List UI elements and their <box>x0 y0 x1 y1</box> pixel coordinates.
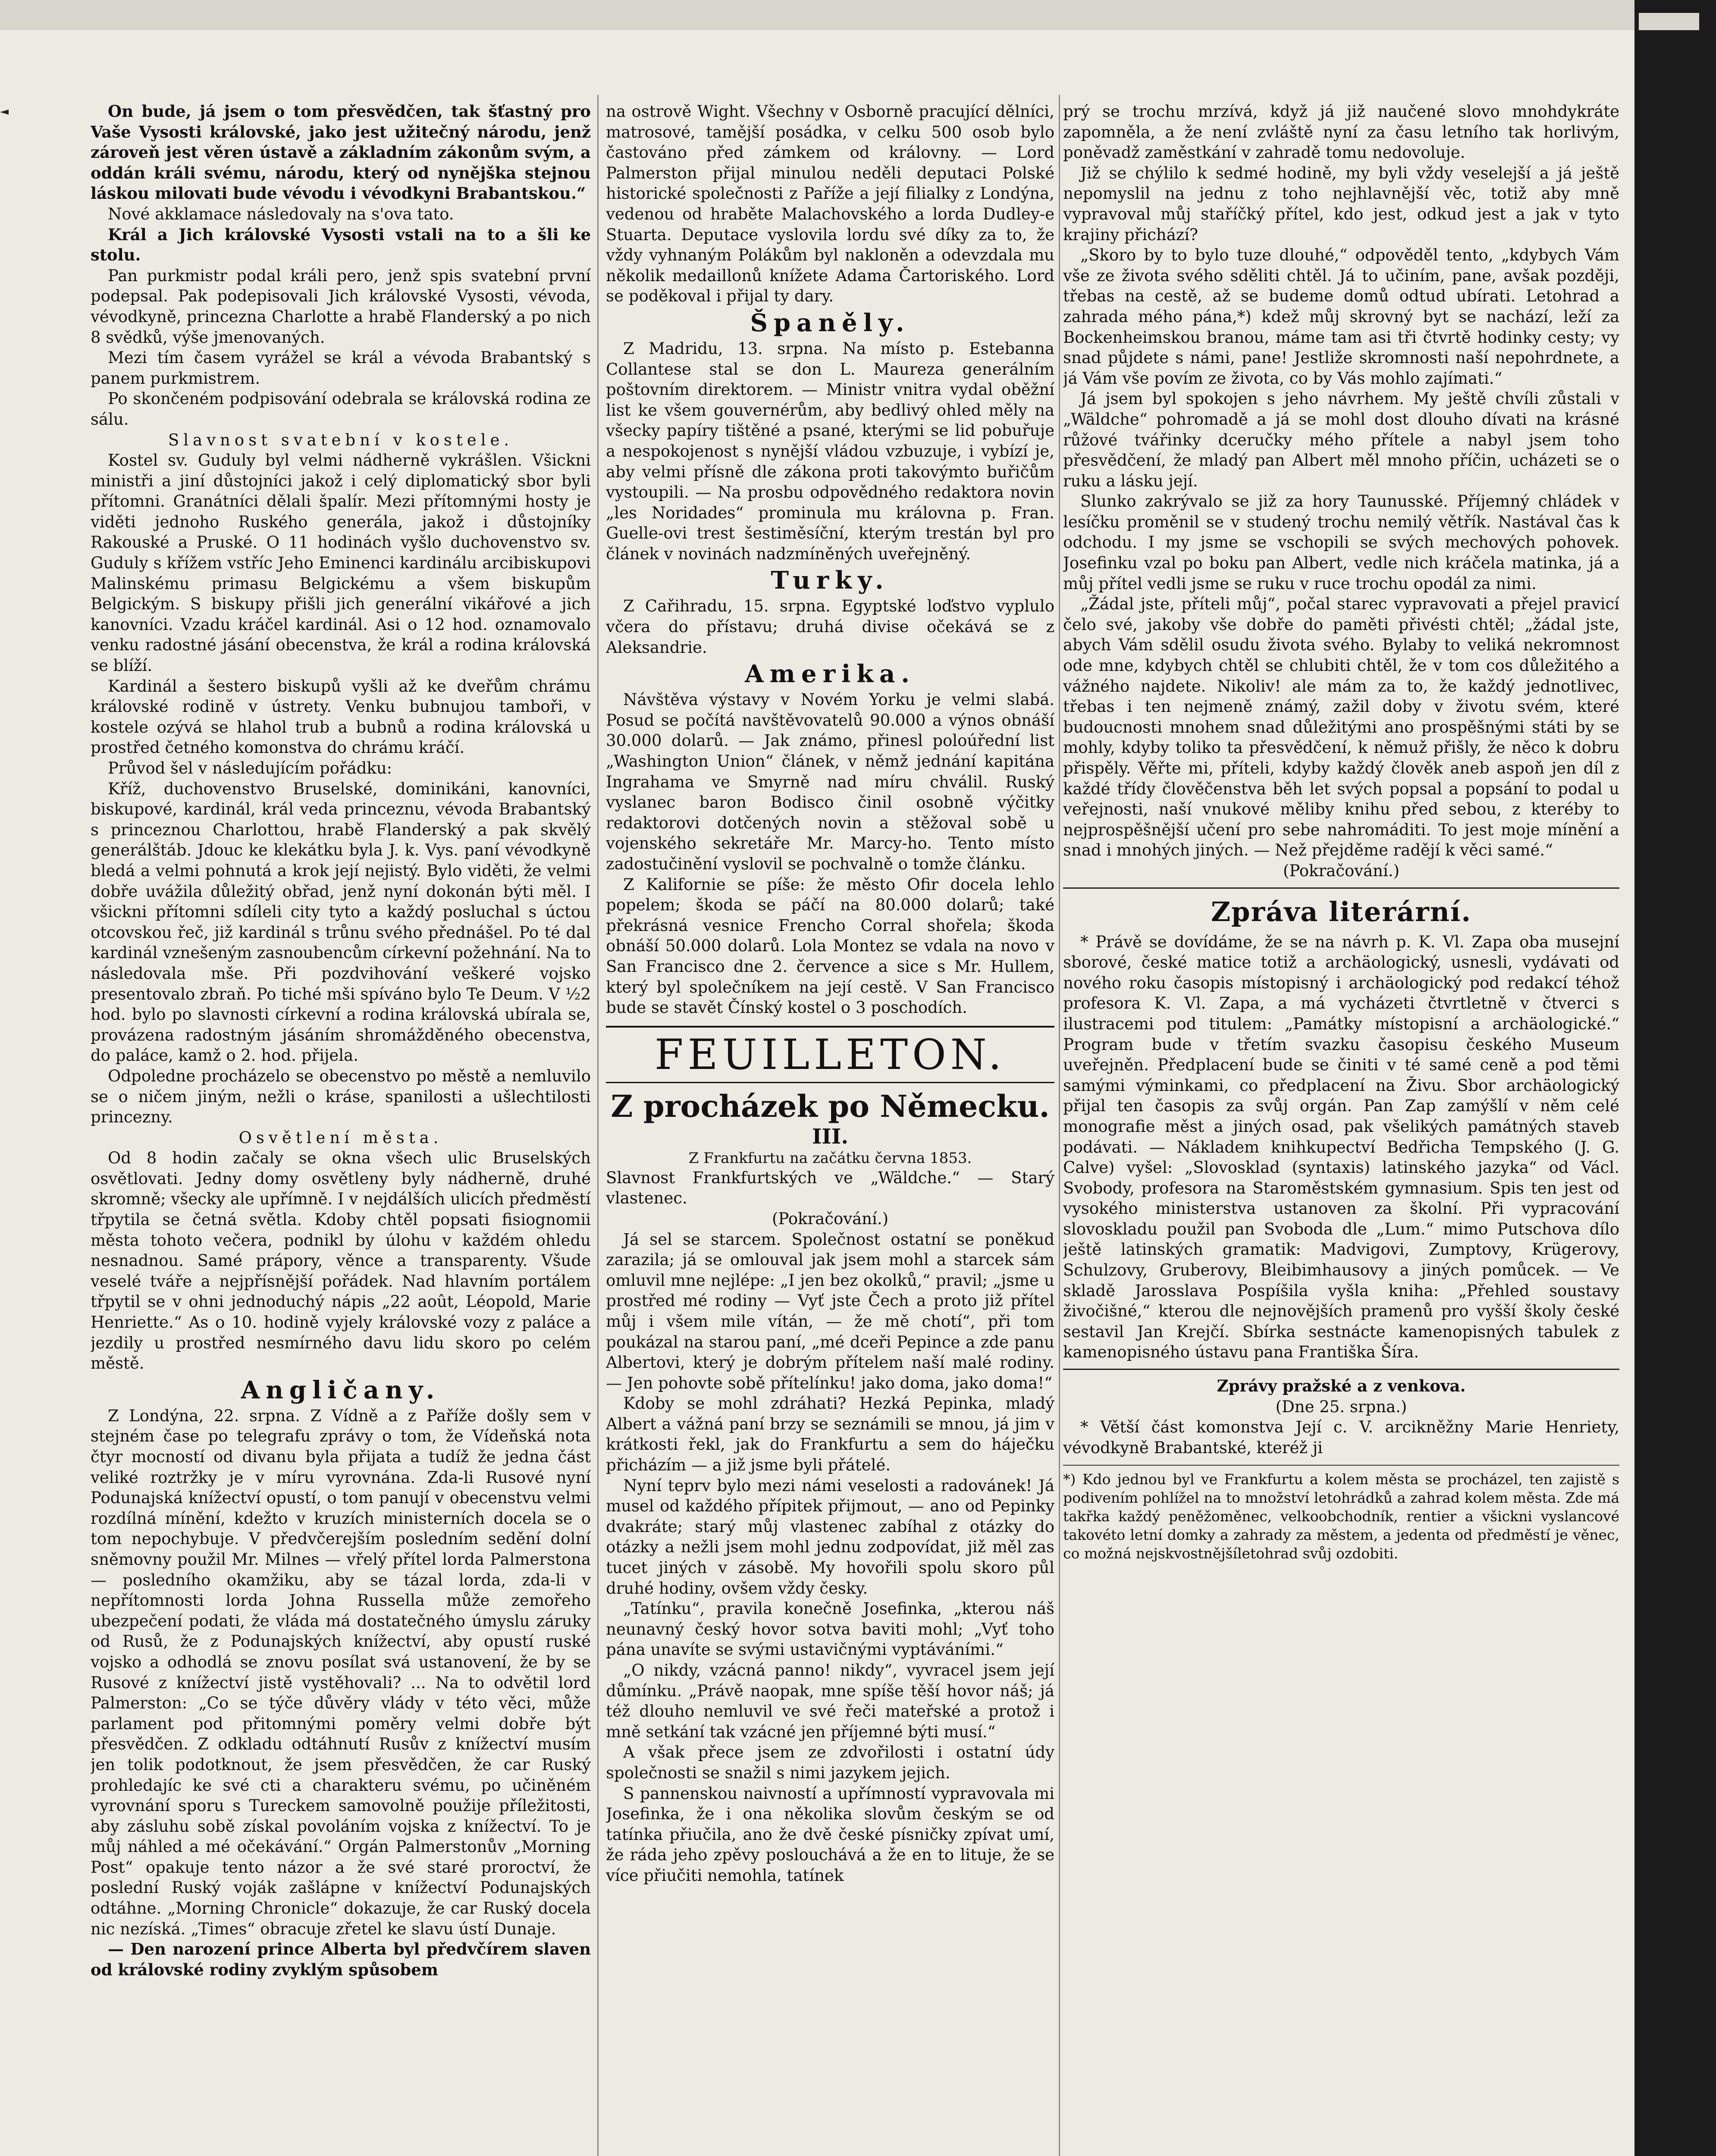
article-title: Z procházek po Německu. <box>611 1088 1050 1124</box>
subheading: Zprávy pražské a z venkova. <box>1217 1376 1466 1396</box>
subheading: Osvětlení města. <box>238 1128 443 1147</box>
paragraph: Já jsem byl spokojen s jeho návrhem. My ještě chvíli zůstali v „Wäldche“ pohromadě a já se mohl dost dlouho dívati na krásné růžové tvářinky dceručky mého přítele a nabyl jsem toho přesvědčení, že mladý pan Albert měl mnoho příčin, ucházeti se o ruku a lásku její. <box>1063 389 1619 490</box>
paragraph: Kdoby se mohl zdráhati? Hezká Pepinka, mladý Albert a vážná paní brzy se seznámili se mnou, já jim v krátkosti řekl, jak do Frankfurtu a sem do háječku přicházím — a již jsme byli přátelé. <box>606 1394 1054 1475</box>
paragraph: Z Madridu, 13. srpna. Na místo p. Estebanna Collantese stal se don L. Maureza generálním poštovním direktorem. — Ministr vnitra vydal oběžní list ke všem gouvernérům, aby bedlivý ohled měly na všecky papíry tištěné a psané, kterými se lid pobuřuje a nespokojenost s nynější vládou vzbuzuje, i vybízí je, aby velmi přísně dle zákona proti takovýmto buřičům vystoupili. — Na prosbu odpovědného redaktora novin „les Noridades“ prominula mu královna p. Fran. Guelle-ovi trest šestiměsíční, kterým trestán byl pro článek v novinách nadzmíněných uveřejněný. <box>606 339 1054 563</box>
paragraph: Slunko zakrývalo se již za hory Taunusské. Příjemný chládek v lesíčku proměnil se v studený trochu nemilý větřík. Nastával čas k odchodu. I my jsme se vschopili se svých mechových pohovek. Josefinku vzal po boku pan Albert, vedle nich kráčela matinka, já a můj přítel vedli jsme se ruku v ruce trochu opodál za nimi. <box>1063 492 1619 593</box>
column-divider-1 <box>597 95 599 2156</box>
paragraph: Pan purkmistr podal králi pero, jenž spis svatební první podepsal. Pak podepisovali Jich královské Vysosti, vévoda, vévodkyně, princezna Charlotte a hrabě Flanderský a po nich 8 svědků, výše jmenovaných. <box>91 266 591 347</box>
paragraph: Z Kalifornie se píše: že město Ofir docela lehlo popelem; škoda se páčí na 80.000 dolarů; také překrásná vesnice Frencho Corral shořela; škoda obnáší 50.000 dolarů. Lola Montez se vdala na novo v San Francisco dne 2. července a sice s Mr. Hullem, který byl společníkem na její cestě. V San Francisco bude se stavět Čínský kostel o 3 poschodích. <box>606 875 1054 1017</box>
feuilleton-title: FEUILLETON. <box>654 1030 1006 1079</box>
feuilleton-banner <box>606 1026 1054 1083</box>
article-subtitle: Slavnost Frankfurtských ve „Wäldche.“ — Starý vlastenec. <box>606 1168 1054 1208</box>
continuation-note: (Pokračování.) <box>1283 861 1400 880</box>
paragraph: „O nikdy, vzácná panno! nikdy“, vyvracel jsem její důmínku. „Právě naopak, mne spíše těší hovor náš; já též dlouho nemluvil ve své řeči mateřské a protož i mně setkání tak vzácné jen příjemné býti musí.“ <box>606 1661 1054 1741</box>
paragraph: A však přece jsem ze zdvořilosti i ostatní údy společnosti se snažil s nimi jazykem jejich. <box>606 1743 1054 1782</box>
paragraph: * Právě se dovídáme, že se na návrh p. K. Vl. Zapa oba musejní sborové, české matice totiž a archäologický, usnesli, vydávati od nového roku časopis místopisný i archäologický pod redakcí téhož profesora K. Vl. Zapa, a má vycházeti čtvrtletně v čtverci s ilustracemi pod titulem: „Památky místopisní a archäologické.“ Program bude v třetím svazku časopisu českého Museum uveřejněn. Předplacení bude se činiti v té samé ceně a pod těmi samými výminkami, co předplacení na Živu. Sbor archäologický přijal ten časopis za svůj orgán. Pan Zap zamýšlí v něm celé monografie měst a jiných osad, pak všelikých památných staveb podávati. — Nákladem knihkupectví Bedřicha Tempského (J. G. Calve) vyšel: „Slovosklad (syntaxis) latinského jazyka“ od Václ. Svobody, profesora na Staroměstském gymnasium. Spis ten jest od vysokého ministerstva ustanoven za školní. Při vypracování slovoskladu použil pan Svoboda dle „Lum.“ mimo Putschova dílo ještě latinských gramatik: Madvigovi, Zumptovy, Krügerovy, Schulzovy, Gruberovy, Bleibimhausovy a jiných pomůcek. — Ve skladě Jarosslava Pospíšila vyšla kniha: „Přehled soustavy živočišné,“ kterou dle nejnovějších pramenů pro vyšší školy české sestavil Jan Krejčí. Sbírka sestnácte kamenopisných tabulek z kamenopisného ústavu pana Františka Šíra. <box>1063 932 1619 1362</box>
paragraph: Po skončeném podpisování odebrala se královská rodina ze sálu. <box>91 389 591 429</box>
paragraph: Nyní teprv bylo mezi námi veselosti a radovánek! Já musel od každého přípitek přijmout, — ano od Pepinky dvakráte; starý můj vlastenec zabíhal z otázky do otázky a nežli jsem mohl jednu zodpovídat, již měl zas tucet jiných v zásobě. My hovořili spolu skoro půl druhé hodiny, ovšem vždy česky. <box>606 1476 1054 1598</box>
article-part: III. <box>812 1124 849 1149</box>
page-marker-icon <box>0 108 13 116</box>
paragraph: Z Londýna, 22. srpna. Z Vídně a z Paříže došly sem v stejném čase po telegrafu zprávy o tom, že Vídeňská nota čtyr mocností od divanu byla přijata a tudíž že jedna část veliké roztržky je v míru vyrovnána. Zda-li Rusové nyní Podunajská knížectví opustí, o tom panují v obecenstvu velmi rozdílná mínění, kdežto v kruzích ministerních docela se o tom nepochybuje. V předvčerejším posledním sedění dolní sněmovny použil Mr. Milnes — vřelý přítel lorda Palmerstona — posledního okamžiku, aby se tázal lorda, zda-li v nepřítomnosti lorda Johna Russella může zemořeho ubezpečení podati, že vláda má dostatečného úmyslu záruky od Rusů, že z Podunajských knížectví, aby opustí ruské vojsko a odhodlá se znovu posílat svá ustanovení, že by se Rusové z knížectví jistě vystěhovali? ... Na to odvětil lord Palmerston: „Co se týče důvěry vlády v této věci, může parlament pod přitomnými poměry velmi dobře být přesvědčen. Z odkladu odtáhnutí Rusův z knížectví musím jen tolik podotknout, že jsem přesvědčen, že car Ruský prohledajíc ke své cti a charakteru svému, po učiněném vyrovnání sporu s Tureckem samovolně použije příležitosti, aby zásluhu sobě získal povoláním vojska z knížectví. To je můj náhled a mé očekávání.“ Orgán Palmerstonův „Morning Post“ opakuje tento názor a že své staré proroctví, že poslední Ruský voják zašlápne v knížectví Podunajských odtáhne. „Morning Chronicle“ dokazuje, že car Ruský docela nic nezíská. „Times“ obracuje zřetel ke slavu ústí Dunaje. <box>91 1406 591 1938</box>
section-heading: Turky. <box>771 566 890 595</box>
scan-margin-tab-top <box>1639 13 1699 30</box>
paragraph: Odpoledne procházelo se obecenstvo po městě a nemluvilo se o ničem jiným, nežli o kráse, spanilosti a ušlechtilosti princezny. <box>91 1066 591 1127</box>
paragraph: Z Cařihradu, 15. srpna. Egyptské loďstvo vyplulo včera do přístavu; druhá divise očekává se z Aleksandrie. <box>606 597 1054 657</box>
article-dateline: Z Frankfurtu na začátku června 1853. <box>688 1149 972 1167</box>
paragraph: „Tatínku“, pravila konečně Josefinka, „kterou náš neunavný český hovor sotva baviti mohl; „Vyť toho pána unavíte se svými ustavičnými vyptáváními.“ <box>606 1599 1054 1659</box>
column-2 <box>606 101 1054 2156</box>
paragraph: Nové akklamace následovaly na s'ova tato. <box>108 204 454 223</box>
paragraph: * Větší část komonstva Její c. V. arcikněžny Marie Henriety, vévodkyně Brabantské, kteréž ji <box>1063 1418 1619 1457</box>
page-top-edge <box>0 0 1716 30</box>
paragraph: Průvod šel v následujícím pořádku: <box>108 759 392 777</box>
column-3 <box>1063 101 1619 2156</box>
paragraph: „Skoro by to bylo tuze dlouhé,“ odpověděl tento, „kdybych Vám vše ze života svého sděliti chtěl. Já to učiním, pane, avšak později, třebas na cestě, až se budeme domů odtud ubírati. Letohrad a zahrada mého pána,*) kdež můj skrovný byt se nachází, leží za Bockenheimskou branou, máme tam asi tři čtvrtě hodinky cesty; vy snad půjdete s námi, pane! Jestliže skromnosti naší nepohrdnete, a já Vám vše povím ze života, co by Vás mohlo zajímati.“ <box>1063 246 1619 388</box>
paragraph: Kostel sv. Guduly byl velmi nádherně vykrášlen. Všickni ministři a jiní důstojníci jakož i celý diplomatický sbor byli přítomni. Granátníci dělali špalír. Mezi přítomnými hosty je viděti jednoho Ruského generála, jakož i důstojníky Rakouské a Pruské. O 11 hodinách vyšlo duchovenstvo sv. Guduly s křížem vstříc Jeho Eminenci kardinálu arcibiskupovi Malinskému primasu Belgickému a všem biskupům Belgickým. S biskupy přišli jich generální vikářové a jich kanovníci. Vzadu kráčel kardinál. Asi o 12 hod. oznamovalo venku radostné jásání obecenstva, že král a rodina královská se blíží. <box>91 451 591 675</box>
footnote: *) Kdo jednou byl ve Frankfurtu a kolem města se procházel, ten zajistě s podivením pohlížel na to množství letohrádků a zahrad kolem města. Zde má takřka každý peněžoměnec, velkoobchodník, rentier a všickni vyslancové takovéto letní domky a zahrady za městem, a jedenta od předměstí je věnec, co možná nejskvostnějšíletohrad svůj ozdobiti. <box>1063 1465 1619 1563</box>
paragraph: na ostrově Wight. Všechny v Osborně pracující dělníci, matrosové, tamější posádka, v celku 500 osob bylo častováno před zámkem od královny. — Lord Palmerston přijal minulou neděli deputaci Polské historické společnosti z Paříže a její filialky z Londýna, vedenou od hraběte Malachovského a lorda Dudley-e Stuarta. Deputace vyslovila lordu své díky za to, že vždy vyhnaným Polákům byl nakloněn a odevzdala mu několik medaillonů knížete Adama Čartoriského. Lord se poděkoval i přijal ty dary. <box>606 102 1054 306</box>
paragraph: On bude, já jsem o tom přesvědčen, tak šťastný pro Vaše Vysosti královské, jako jest užitečný národu, jenž zároveň jest věren ústavě a základním zákonům svým, a oddán králi svému, národu, který od nynějška stejnou láskou milovati bude vévodu i vévodkyni Brabantskou.“ <box>91 102 591 203</box>
paragraph: Král a Jich královské Vysosti vstali na to a šli ke stolu. <box>91 225 591 265</box>
section-heading: Angličany. <box>241 1376 441 1404</box>
paragraph: „Žádal jste, příteli můj“, počal starec vypravovati a přejel pravicí čelo své, jakoby vše dobře do paměti přivésti chtěl; „žádal jste, abych Vám sdělil osudu života svého. Bylaby to veliká nekromnost ode mne, kdybych chtěl se chlubiti chtěl, že v tom cos důležitého a vážného najdete. Nikoliv! ale mám za to, že každý jednotlivec, třebas i ten nejmeně známý, zažil doby v životu svém, které budoucnosti mnohem snad důležitými ano prospěšnými státi by se mohly, kdyby toliko ta přesvědčení, k němuž přišly, že něco k dobru přispěly. Věřte mi, příteli, kdyby každý člověk aneb aspoň jen díl z každé třídy člověčenstva běh let svých popsal a popsání to podal u veřejnosti, naší vnukové měliby knihu před sebou, z kteréby to nejprospěšnější učení pro sebe nahromáditi. To jest moje mínění a snad i mnohých jiných. — Než přejděme radějí k věci samé.“ <box>1063 595 1619 860</box>
section-divider <box>1063 887 1619 889</box>
paragraph: S pannenskou naivností a upřímností vypravovala mi Josefinka, že i ona několika slovům českým se od tatínka přiučila, ano že dvě české písničky zpívat umí, že ráda jeho zpěvy poslouchává a že en to lituje, že se více přiučiti nemohla, tatínek <box>606 1784 1054 1885</box>
column-1 <box>91 101 591 2156</box>
paragraph: Mezi tím časem vyrážel se král a vévoda Brabantský s panem purkmistrem. <box>91 348 591 388</box>
subheading: Slavnost svatební v kostele. <box>168 430 514 449</box>
section-heading: Španěly. <box>750 308 910 337</box>
paragraph: Od 8 hodin začaly se okna všech ulic Bruselských osvětlovati. Jedny domy osvětleny byly nádherně, druhé skromně; všecky ale upřímně. I v nejdálších ulicích předměstí třpytila se četná světla. Kdoby chtěl popsati fisiognomii města tohoto večera, podnikl by úlohu v každém ohledu nesnadnou. Samé prápory, věnce a transparenty. Všude veselé tváře a nejpřísnější pořádek. Nad hlavním portálem třpytil se v ohni jednoduchý nápis „22 août, Léopold, Marie Henriette.“ As o 10. hodině vyjely královské vozy z paláce a jezdily u prostřed nesmírného davu lidu skoro po celém městě. <box>91 1149 591 1373</box>
section-heading: Zpráva literární. <box>1211 896 1472 928</box>
paragraph: Již se chýlilo k sedmé hodině, my byli vždy veselejší a já ještě nepomyslil na jednu z toho nejhlavnější věc, totiž aby mně vypravoval můj staříčký přítel, kdo jest, odkud jest a jak v tyto krajiny přichází? <box>1063 163 1619 244</box>
paragraph: Návštěva výstavy v Novém Yorku je velmi slabá. Posud se počítá navštěvovatelů 90.000 a výnos obnáší 30.000 dolarů. — Jak známo, přinesl poloúřední list „Washington Union“ článek, v němž jednání kapitána Ingrahama ve Smyrně nad míru chválil. Ruský vyslanec baron Bodisco činil osobně výčitky redaktorovi dotčených novin a stěžoval sobě u vojenského sekretáře Mr. Marcy-ho. Tento místo zadostučinění vyslovil se pochvalně o tomže článku. <box>606 690 1054 873</box>
paragraph: Kříž, duchovenstvo Bruselské, dominikáni, kanovníci, biskupové, kardinál, král veda princeznu, vévoda Brabantský s princeznou Charlottou, hrabě Flanderský a pak skvělý generálštáb. Jdouc ke klekátku byla J. k. Vys. paní vévodkyně bledá a velmi pohnutá a krok její nejistý. Bylo viděti, že velmi dobře uvážila důležitý obřad, jenž nyní dokonán býti měl. I všickni přítomni sdíleli city tyto a každý posluchal s úctou otcovskou řeč, již kardinál s trůnu svého přednášel. Po té dal kardinál vznešeným zasnoubencům církevní požehnání. Na to následovala mše. Při pozdvihování veškeré vojsko presentovalo zbraň. Po tiché mši spíváno bylo Te Deum. V ½2 hod. bylo po slavnosti církevní a rodina královská ubírala se, provázena radostným jásáním shromážděného obecenstva, do paláce, kamž o 2. hod. přijela. <box>91 779 591 1065</box>
date-line: (Dne 25. srpna.) <box>1275 1397 1407 1416</box>
paragraph: — Den narození prince Alberta byl předvčírem slaven od královské rodiny zvyklým spůsobem <box>91 1940 591 1979</box>
section-divider <box>1063 1369 1619 1370</box>
paragraph: Já sel se starcem. Společnost ostatní se poněkud zarazila; já se omlouval jak jsem mohl a starcek sám omluvil mne nejlépe: „I jen bez okolků,“ pravil; „jsme u prostřed mé rodiny — Vyť jste Čech a proto již přítel můj i všem mile vítán, — že mě chotí“, při tom poukázal na starou paní, „mé dceři Pepince a zde panu Albertovi, který je dobrým přítelem naší malé rodiny. — Jen pohovte sobě přítelínku! jako doma, jako doma!“ <box>606 1230 1054 1392</box>
continuation-note: (Pokračování.) <box>772 1209 889 1228</box>
scan-right-border <box>1634 0 1716 2156</box>
section-heading: Amerika. <box>745 660 916 689</box>
column-divider-2 <box>1059 95 1060 2156</box>
paragraph: Kardinál a šestero biskupů vyšli až ke dveřům chrámu královské rodině v ústrety. Venku bubnujou tamboři, v kostele ozývá se hlahol trub a bubnů a rodina královská u prostřed četného komonstva do chrámu kráčí. <box>91 677 591 757</box>
paragraph: prý se trochu mrzívá, když já již naučené slovo mnohdykráte zapomněla, a že není zvláště nyní za času letního tak horlivým, poněvadž zaměstkání v zahradě tomu nedovoluje. <box>1063 102 1619 162</box>
